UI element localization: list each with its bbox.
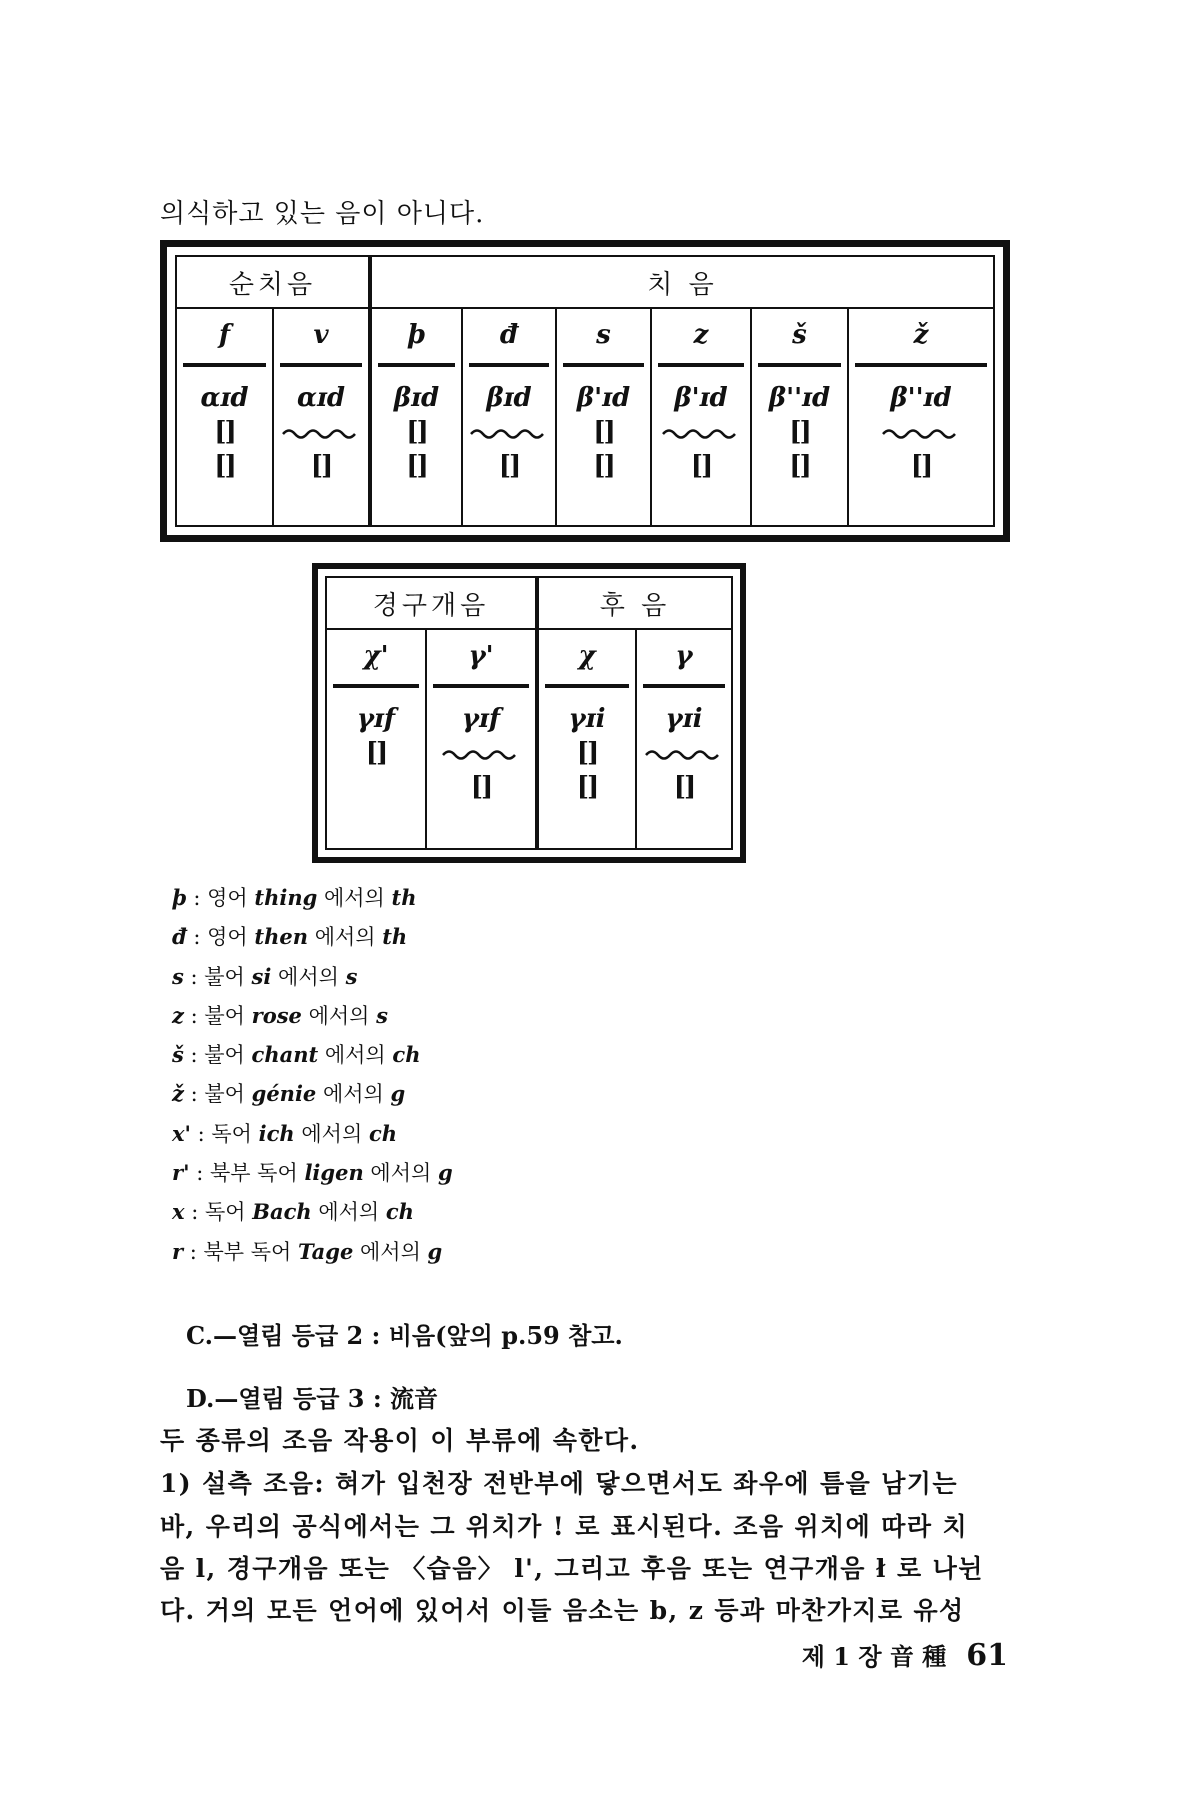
phoneme-code: β''ɪd — [768, 383, 831, 413]
legend-line: x : 독어 Bach 에서의 ch — [172, 1199, 414, 1225]
phoneme-symbol: ž — [913, 320, 929, 350]
articulation-mark: [] — [470, 772, 492, 802]
table-column — [177, 307, 272, 525]
group-header-dental: 치 음 — [368, 257, 993, 307]
voicing-wave-icon — [427, 736, 535, 770]
articulation-mark: [] — [214, 451, 235, 481]
voicing-wave-icon — [652, 415, 750, 449]
articulation-mark: [] — [576, 772, 598, 802]
articulation-mark: [] — [498, 451, 520, 481]
legend-line: x' : 독어 ich 에서의 ch — [172, 1120, 397, 1146]
articulation-mark: [] — [406, 451, 427, 481]
table-column — [635, 628, 731, 848]
phoneme-symbol: s — [596, 320, 611, 350]
articulation-mark: [] — [365, 738, 387, 768]
page-number: 61 — [966, 1638, 1008, 1673]
voicing-wave-icon — [463, 415, 555, 449]
articulation-mark: [] — [214, 417, 235, 447]
section-heading-c: C.—열림 등급 2 : 비음(앞의 p.59 참고. — [186, 1321, 623, 1350]
table-column — [750, 307, 847, 525]
phoneme-symbol: š — [792, 320, 807, 350]
phoneme-code: γɪi — [665, 704, 703, 734]
articulation-mark: [] — [593, 417, 614, 447]
phoneme-code: βɪd — [393, 383, 440, 413]
table-column — [650, 307, 750, 525]
phoneme-symbol: z — [693, 320, 709, 350]
legend-line: z : 불어 rose 에서의 s — [172, 1002, 388, 1028]
phoneme-symbol: v — [313, 320, 329, 350]
legend-line: š : 불어 chant 에서의 ch — [172, 1042, 421, 1068]
legend-line: đ : 영어 then 에서의 th — [172, 924, 408, 950]
intro-text: 의식하고 있는 음이 아니다. — [160, 199, 485, 229]
table-column — [368, 307, 461, 525]
table-column — [535, 628, 635, 848]
phoneme-symbol: f — [218, 320, 231, 350]
page-footer — [802, 1637, 1008, 1673]
group-header-labiodental: 순치음 — [228, 269, 317, 300]
table-column — [425, 628, 535, 848]
phoneme-code: γɪf — [356, 704, 396, 734]
articulation-mark: [] — [593, 451, 614, 481]
phoneme-code: βɪd — [486, 383, 532, 413]
phoneme-code: γɪi — [568, 704, 606, 734]
articulation-mark: [] — [789, 451, 810, 481]
phoneme-symbol: χ — [578, 641, 596, 671]
legend-line: r : 북부 독어 Tage 에서의 g — [172, 1238, 443, 1264]
body-line: 다. 거의 모든 언어에 있어서 이들 음소는 b, z 등과 마찬가지로 유성 — [160, 1596, 965, 1625]
body-line: 음 l, 경구개음 또는 〈습음〉 l', 그리고 후음 또는 연구개음 ł 로 나뉜 — [160, 1554, 984, 1583]
articulation-mark: [] — [673, 772, 695, 802]
phoneme-symbol: þ — [407, 320, 426, 350]
group-header-palatal: 경구개음 — [372, 590, 490, 621]
legend-line: r' : 북부 독어 ligen 에서의 g — [172, 1160, 453, 1186]
phoneme-symbol: γ' — [468, 641, 494, 671]
articulation-mark: [] — [310, 451, 332, 481]
table-column — [847, 307, 993, 525]
phoneme-code: β''ɪd — [890, 383, 952, 413]
voicing-wave-icon — [849, 415, 993, 449]
phoneme-code: αɪd — [200, 383, 249, 413]
phoneme-symbol: γ — [675, 641, 693, 671]
consonant-table-palatal-velar — [312, 563, 746, 863]
consonant-table-labiodental-dental — [160, 240, 1010, 542]
articulation-mark: [] — [789, 417, 810, 447]
phoneme-code: αɪd — [296, 383, 346, 413]
articulation-mark: [] — [690, 451, 712, 481]
table-column — [555, 307, 650, 525]
articulation-mark: [] — [910, 451, 932, 481]
section-heading-d: D.—열림 등급 3 : 流音 — [186, 1384, 439, 1413]
phoneme-symbol: χ' — [363, 641, 389, 671]
articulation-mark: [] — [576, 738, 598, 768]
body-line: 1) 설측 조음: 혀가 입천장 전반부에 닿으면서도 좌우에 틈을 남기는 — [160, 1469, 958, 1498]
voicing-wave-icon — [637, 736, 731, 770]
table-column — [272, 307, 368, 525]
body-line: 바, 우리의 공식에서는 그 위치가 ! 로 표시된다. 조음 위치에 따라 치 — [160, 1512, 969, 1541]
phoneme-code: γɪf — [461, 704, 501, 734]
table-column — [327, 628, 425, 848]
phoneme-code: β'ɪd — [674, 383, 728, 413]
articulation-mark: [] — [406, 417, 427, 447]
legend-line: þ : 영어 thing 에서의 th — [172, 885, 417, 910]
phoneme-symbol: đ — [499, 320, 519, 350]
legend-line: ž : 불어 génie 에서의 g — [172, 1081, 406, 1107]
phoneme-code: β'ɪd — [576, 383, 631, 413]
group-header-velar: 후 음 — [535, 578, 731, 628]
legend-line: s : 불어 si 에서의 s — [172, 963, 358, 989]
voicing-wave-icon — [274, 415, 368, 449]
table-column — [461, 307, 555, 525]
chapter-label: 제 1 장 音 種 — [801, 1642, 947, 1671]
symbol-legend — [172, 882, 453, 1275]
body-line: 두 종류의 조음 작용이 이 부류에 속한다. — [160, 1426, 640, 1455]
